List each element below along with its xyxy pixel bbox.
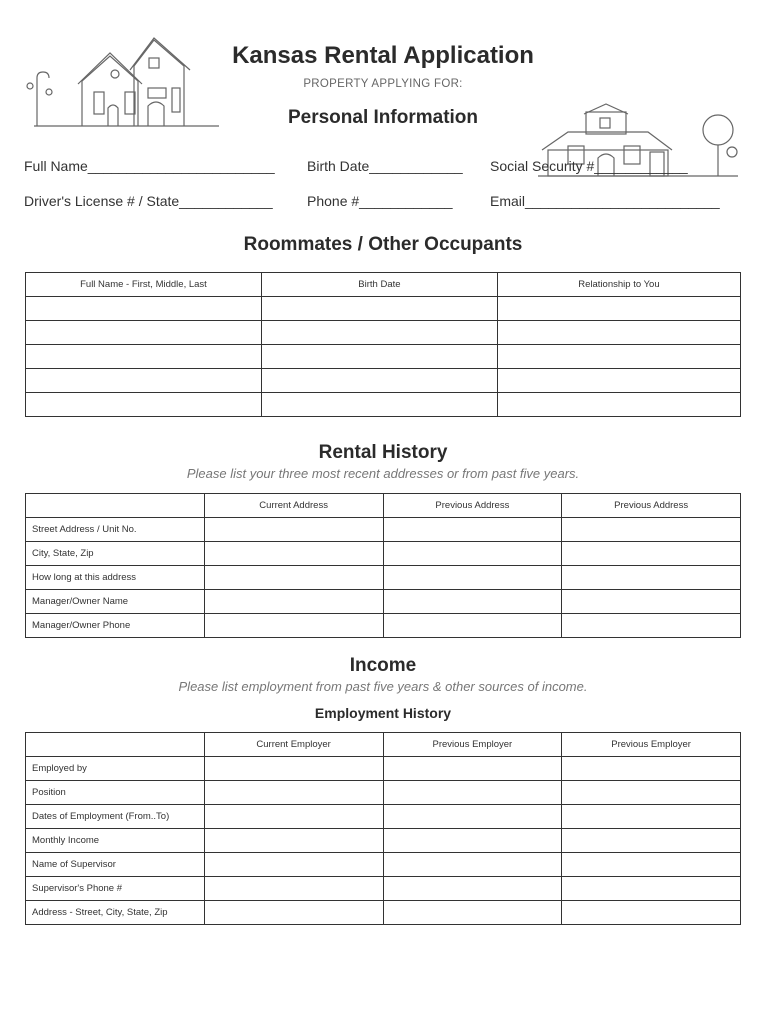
table-cell[interactable]	[261, 345, 497, 369]
table-cell[interactable]	[562, 518, 741, 542]
table-cell[interactable]	[383, 566, 562, 590]
table-cell[interactable]	[204, 853, 383, 877]
column-header: Current Address	[204, 494, 383, 518]
table-row	[26, 393, 741, 417]
column-header: Birth Date	[261, 273, 497, 297]
table-cell[interactable]	[562, 590, 741, 614]
column-header	[26, 733, 205, 757]
email-field[interactable]: Email_________________________	[490, 193, 720, 209]
row-label: Employed by	[26, 757, 205, 781]
phone-field[interactable]: Phone #____________	[307, 193, 453, 209]
drivers-license-field[interactable]: Driver's License # / State____________	[24, 193, 273, 209]
table-cell[interactable]	[562, 829, 741, 853]
table-row	[26, 518, 741, 542]
table-cell[interactable]	[562, 877, 741, 901]
table-cell[interactable]	[383, 829, 562, 853]
table-header-row	[26, 494, 741, 518]
table-cell[interactable]	[383, 805, 562, 829]
table-row	[26, 805, 741, 829]
row-label: City, State, Zip	[26, 542, 205, 566]
table-cell[interactable]	[261, 297, 497, 321]
column-header: Previous Employer	[383, 733, 562, 757]
table-row	[26, 901, 741, 925]
income-heading: Income	[349, 655, 417, 676]
table-cell[interactable]	[383, 590, 562, 614]
table-cell[interactable]	[562, 757, 741, 781]
table-cell[interactable]	[562, 566, 741, 590]
table-cell[interactable]	[204, 829, 383, 853]
row-label: How long at this address	[26, 566, 205, 590]
table-cell[interactable]	[204, 877, 383, 901]
table-cell[interactable]	[497, 297, 740, 321]
row-label: Address - Street, City, State, Zip	[26, 901, 205, 925]
income-note: Please list employment from past five years & other sources of income.	[178, 679, 588, 694]
table-row	[26, 781, 741, 805]
table-cell[interactable]	[204, 542, 383, 566]
row-label: Manager/Owner Name	[26, 590, 205, 614]
column-header	[26, 494, 205, 518]
table-row	[26, 542, 741, 566]
table-cell[interactable]	[383, 781, 562, 805]
employment-history-table	[25, 732, 741, 925]
table-row	[26, 297, 741, 321]
table-cell[interactable]	[204, 614, 383, 638]
table-row	[26, 321, 741, 345]
property-applying-label: PROPERTY APPLYING FOR:	[303, 78, 463, 90]
birth-date-field[interactable]: Birth Date____________	[307, 158, 463, 174]
column-header: Full Name - First, Middle, Last	[26, 273, 262, 297]
social-security-field[interactable]: Social Security #____________	[490, 158, 688, 174]
table-cell[interactable]	[204, 590, 383, 614]
table-cell[interactable]	[261, 369, 497, 393]
table-cell[interactable]	[261, 321, 497, 345]
table-row	[26, 853, 741, 877]
full-name-field[interactable]: Full Name________________________	[24, 158, 275, 174]
table-row	[26, 877, 741, 901]
table-cell[interactable]	[26, 393, 262, 417]
table-cell[interactable]	[383, 542, 562, 566]
rental-history-note: Please list your three most recent addresses or from past five years.	[186, 466, 580, 481]
table-cell[interactable]	[383, 614, 562, 638]
rental-history-table	[25, 493, 741, 638]
table-cell[interactable]	[562, 781, 741, 805]
table-cell[interactable]	[383, 877, 562, 901]
table-cell[interactable]	[26, 369, 262, 393]
row-label: Name of Supervisor	[26, 853, 205, 877]
column-header: Previous Employer	[562, 733, 741, 757]
column-header: Previous Address	[562, 494, 741, 518]
table-row	[26, 590, 741, 614]
table-cell[interactable]	[204, 781, 383, 805]
row-label: Position	[26, 781, 205, 805]
table-cell[interactable]	[26, 321, 262, 345]
table-cell[interactable]	[497, 369, 740, 393]
table-row	[26, 829, 741, 853]
employment-history-heading: Employment History	[314, 705, 452, 721]
personal-information-heading: Personal Information	[287, 107, 479, 128]
table-cell[interactable]	[497, 321, 740, 345]
column-header: Previous Address	[383, 494, 562, 518]
table-cell[interactable]	[497, 345, 740, 369]
row-label: Manager/Owner Phone	[26, 614, 205, 638]
table-cell[interactable]	[562, 853, 741, 877]
table-cell[interactable]	[383, 853, 562, 877]
table-cell[interactable]	[383, 757, 562, 781]
column-header: Relationship to You	[497, 273, 740, 297]
table-cell[interactable]	[204, 757, 383, 781]
table-row	[26, 345, 741, 369]
table-row	[26, 369, 741, 393]
table-cell[interactable]	[383, 901, 562, 925]
table-row	[26, 614, 741, 638]
table-row	[26, 757, 741, 781]
roommates-heading: Roommates / Other Occupants	[243, 234, 523, 255]
column-header: Current Employer	[204, 733, 383, 757]
table-cell[interactable]	[204, 901, 383, 925]
table-row	[26, 566, 741, 590]
table-cell[interactable]	[562, 614, 741, 638]
table-cell[interactable]	[204, 518, 383, 542]
page-title: Kansas Rental Application	[232, 42, 534, 69]
table-cell[interactable]	[26, 297, 262, 321]
row-label: Dates of Employment (From..To)	[26, 805, 205, 829]
rental-history-heading: Rental History	[318, 442, 448, 463]
table-cell[interactable]	[204, 805, 383, 829]
row-label: Supervisor's Phone #	[26, 877, 205, 901]
table-header-row	[26, 273, 741, 297]
roommates-table	[25, 272, 741, 417]
row-label: Monthly Income	[26, 829, 205, 853]
table-cell[interactable]	[383, 518, 562, 542]
table-cell[interactable]	[562, 805, 741, 829]
table-cell[interactable]	[562, 542, 741, 566]
table-cell[interactable]	[562, 901, 741, 925]
table-header-row	[26, 733, 741, 757]
table-cell[interactable]	[26, 345, 262, 369]
table-cell[interactable]	[261, 393, 497, 417]
row-label: Street Address / Unit No.	[26, 518, 205, 542]
table-cell[interactable]	[204, 566, 383, 590]
table-cell[interactable]	[497, 393, 740, 417]
